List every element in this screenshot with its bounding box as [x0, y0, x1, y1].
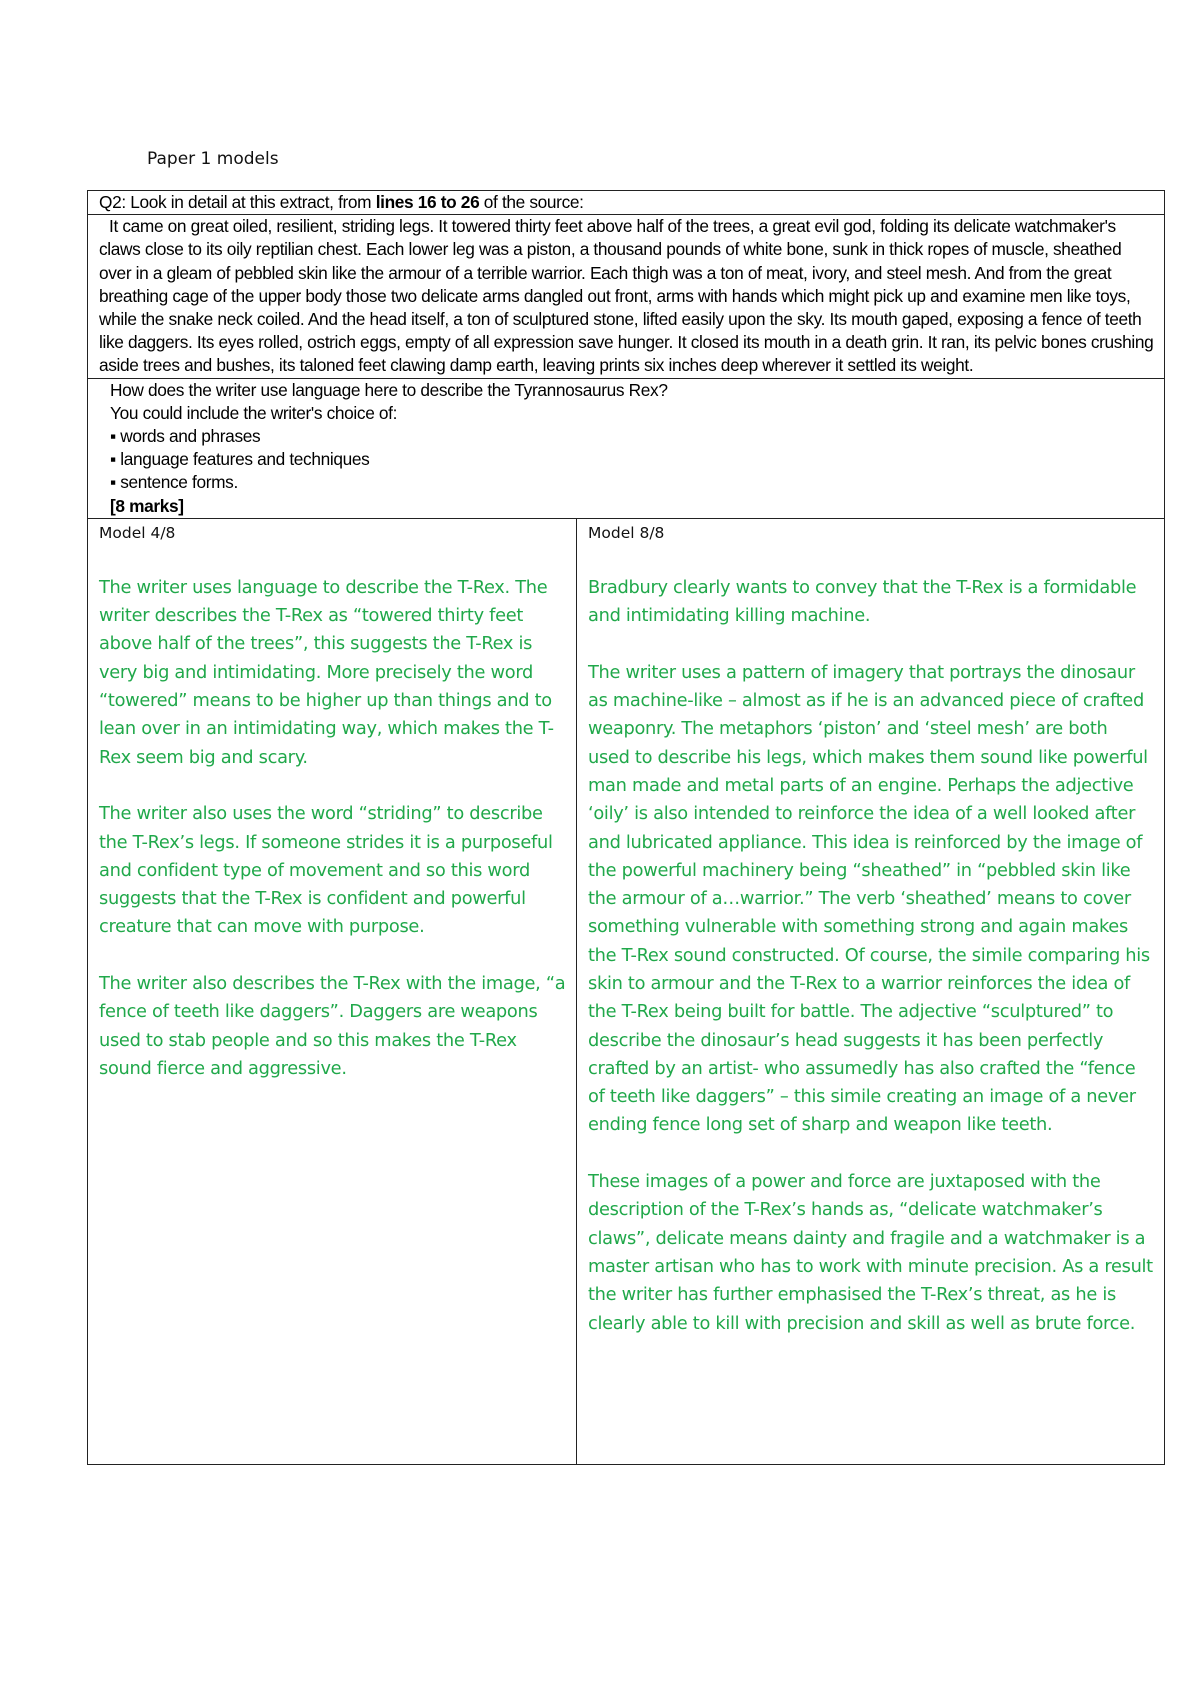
prompt-cell [88, 378, 1165, 518]
question-lines: lines 16 to 26 [375, 192, 480, 212]
prompt-bullet: ▪ sentence forms. [110, 472, 238, 493]
models-row [88, 518, 1165, 1464]
model-right-answer [577, 574, 1164, 1338]
model-right-title: Model 8/8 [588, 523, 665, 542]
answer-paragraph: Bradbury clearly wants to convey that the T-Rex is a formidable and intimidating killing machine. [588, 576, 1137, 627]
extract-cell [88, 215, 1165, 378]
extract-row [88, 215, 1165, 378]
question-suffix: of the source: [479, 192, 584, 212]
answer-paragraph: The writer also uses the word “striding” to describe the T-Rex’s legs. If someone strides it is a purposeful and confident type of movement and so this word suggests that the T-Rex is confident and powerful creature that can move with purpose. [99, 803, 553, 938]
model-left-cell [88, 518, 577, 1464]
prompt-row [88, 378, 1165, 518]
answer-paragraph: The writer uses a pattern of imagery that portrays the dinosaur as machine-like – almost as if he is an advanced piece of crafted weaponry. The metaphors ‘piston’ and ‘steel mesh’ are both used to describe his legs, which makes them sound like powerful man made and metal parts of an engine. Perhaps the adjective ‘oily’ is also intended to reinforce the idea of a well looked after and lubricated appliance. This idea is reinforced by the image of the powerful machinery being “sheathed” in “pebbled skin like the armour of a…warrior.” The verb ‘sheathed’ means to cover something vulnerable with something strong and again makes the T-Rex sound constructed. Of course, the simile comparing his skin to armour and the T-Rex to a warrior reinforces the idea of the T-Rex being built for battle. The adjective “sculptured” to describe the dinosaur’s head suggests it has been perfectly crafted by an artist- who assumedly has also crafted the “fence of teeth like daggers” – this simile creating an image of a never ending fence long set of sharp and weapon like teeth. [588, 661, 1150, 1136]
prompt-block [88, 379, 1164, 518]
answer-paragraph: The writer uses language to describe the T-Rex. The writer describes the T-Rex as “towered thirty feet above half of the trees”, this suggests the T-Rex is very big and intimidating. More precisely the word “towered” means to be higher up than things and to lean over in an intimidating way, which makes the T-Rex seem big and scary. [99, 576, 554, 768]
prompt-intro: You could include the writer's choice of: [110, 402, 398, 423]
prompt-bullet: ▪ words and phrases [110, 426, 261, 447]
question-heading [88, 191, 1164, 214]
model-left-answer [88, 574, 576, 1083]
answer-paragraph: The writer also describes the T-Rex with the image, “a fence of teeth like daggers”. Daggers are weapons used to stab people and so this makes the T-Rex sound fierce and aggressive. [99, 973, 566, 1079]
model-left-title: Model 4/8 [99, 523, 176, 542]
prompt-marks: [8 marks] [110, 495, 184, 516]
question-row [88, 191, 1165, 215]
question-prefix: Q2: Look in detail at this extract, from [99, 192, 376, 212]
extract-paragraph: It came on great oiled, resilient, striding legs. It towered thirty feet above half of the trees, a great evil god, folding its delicate watchmaker's claws close to its oily reptilian chest. Each lower leg was a piston, a thousand pounds of white bone, sunk in thick ropes of muscle, sheathed over in a gleam of pebbled skin like the armour of a terrible warrior. Each thigh was a ton of meat, ivory, and steel mesh. And from the great breathing cage of the upper body those two delicate arms dangled out front, arms with hands which might pick up and examine men like toys, while the snake neck coiled. And the head itself, a ton of sculptured stone, lifted easily upon the sky. Its mouth gaped, exposing a fence of teeth like daggers. Its eyes rolled, ostrich eggs, empty of all expression save hunger. It closed its mouth in a death grin. It ran, its pelvic bones crushing aside trees and bushes, its taloned feet clawing damp earth, leaving prints six inches deep wherever it settled its weight. [99, 216, 1154, 376]
page-heading: Paper 1 models [147, 149, 279, 169]
model-right-cell [577, 518, 1165, 1464]
extract-text [88, 215, 1164, 377]
prompt-bullet: ▪ language features and techniques [110, 449, 370, 470]
question-cell [88, 191, 1165, 215]
prompt-question: How does the writer use language here to describe the Tyrannosaurus Rex? [110, 379, 668, 400]
question-table [87, 190, 1165, 1465]
answer-paragraph: These images of a power and force are juxtaposed with the description of the T-Rex’s hands as, “delicate watchmaker’s claws”, delicate means dainty and fragile and a watchmaker is a master artisan who has to work with minute precision. As a result the writer has further emphasised the T-Rex’s threat, as he is clearly able to kill with precision and skill as well as brute force. [588, 1171, 1153, 1334]
